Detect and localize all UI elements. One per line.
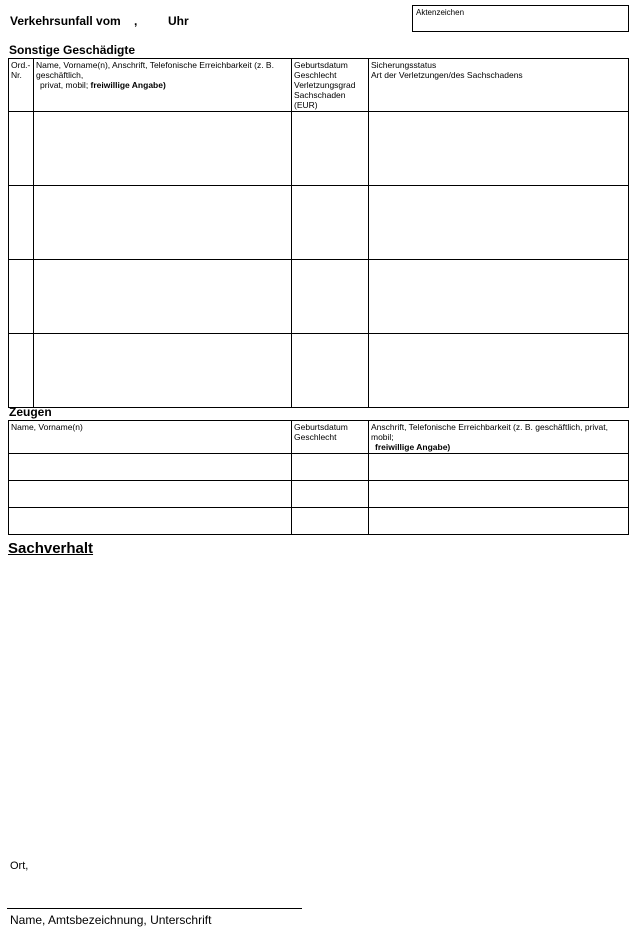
zeugen-header-row: [9, 421, 629, 454]
sonstige-r2-ord-cell[interactable]: [9, 186, 34, 260]
sonstige-header-status: [369, 59, 629, 112]
aktenzeichen-label: Aktenzeichen: [416, 8, 465, 17]
sonstige-geschaedigte-table: [8, 58, 629, 408]
title-comma: ,: [134, 14, 138, 28]
sonstige-r4-birth-cell[interactable]: [292, 334, 369, 408]
zeugen-r1-address-cell[interactable]: [369, 454, 629, 481]
sonstige-row-3: [9, 260, 629, 334]
sachverhalt-heading: Sachverhalt: [8, 540, 94, 557]
sonstige-header-ordnr: [9, 59, 34, 112]
sonstige-r4-name-cell[interactable]: [34, 334, 292, 408]
sonstige-r2-name-cell[interactable]: [34, 186, 292, 260]
sonstige-r1-ord-cell[interactable]: [9, 112, 34, 186]
sonstige-geschaedigte-heading: Sonstige Geschädigte: [9, 43, 136, 57]
ordnr-line2: Nr.: [11, 70, 22, 80]
signature-label: Name, Amtsbezeichnung, Unterschrift: [10, 913, 212, 927]
sonstige-r4-ord-cell[interactable]: [9, 334, 34, 408]
zeugen-heading: Zeugen: [9, 405, 52, 419]
birth-header-line4: Sachschaden (EUR): [294, 90, 346, 110]
sachverhalt-blank-area[interactable]: [8, 562, 628, 852]
zeugen-r1-name-cell[interactable]: [9, 454, 292, 481]
zeugen-address-line2-bold: freiwillige Angabe): [375, 442, 451, 452]
name-header-line2-bold: freiwillige Angabe): [90, 80, 166, 90]
zeugen-row-1: [9, 454, 629, 481]
sonstige-r2-status-cell[interactable]: [369, 186, 629, 260]
zeugen-address-line1: Anschrift, Telefonische Erreichbarkeit (z. B. geschäftlich, privat, mobil;: [371, 422, 608, 442]
sonstige-row-1: [9, 112, 629, 186]
sonstige-r1-status-cell[interactable]: [369, 112, 629, 186]
zeugen-birth-line1: Geburtsdatum: [294, 422, 348, 432]
zeugen-birth-line2: Geschlecht: [294, 432, 337, 442]
birth-header-line2: Geschlecht: [294, 70, 337, 80]
zeugen-r2-address-cell[interactable]: [369, 481, 629, 508]
sonstige-header-birth: [292, 59, 369, 112]
status-header-line1: Sicherungsstatus: [371, 60, 437, 70]
sonstige-r3-name-cell[interactable]: [34, 260, 292, 334]
sonstige-header-name: [34, 59, 292, 112]
sonstige-row-4: [9, 334, 629, 408]
zeugen-r3-birth-cell[interactable]: [292, 508, 369, 535]
sonstige-r3-birth-cell[interactable]: [292, 260, 369, 334]
sonstige-row-2: [9, 186, 629, 260]
zeugen-row-3: [9, 508, 629, 535]
status-header-line2: Art der Verletzungen/des Sachschadens: [371, 70, 523, 80]
form-title: Verkehrsunfall vom: [10, 14, 121, 28]
name-header-line2: [36, 80, 289, 90]
sonstige-header-row: [9, 59, 629, 112]
sonstige-r1-name-cell[interactable]: [34, 112, 292, 186]
signature-line: [7, 908, 302, 909]
ordnr-line1: Ord.-: [11, 60, 31, 70]
sonstige-r3-ord-cell[interactable]: [9, 260, 34, 334]
zeugen-r3-address-cell[interactable]: [369, 508, 629, 535]
name-header-line2-regular: privat, mobil;: [40, 80, 91, 90]
sonstige-r3-status-cell[interactable]: [369, 260, 629, 334]
sonstige-r2-birth-cell[interactable]: [292, 186, 369, 260]
zeugen-r1-birth-cell[interactable]: [292, 454, 369, 481]
title-uhr-label: Uhr: [168, 14, 189, 28]
zeugen-table: [8, 420, 629, 535]
zeugen-header-address: [369, 421, 629, 454]
zeugen-r3-name-cell[interactable]: [9, 508, 292, 535]
zeugen-r2-birth-cell[interactable]: [292, 481, 369, 508]
birth-header-line1: Geburtsdatum: [294, 60, 348, 70]
aktenzeichen-box[interactable]: [412, 5, 629, 32]
zeugen-header-birth: [292, 421, 369, 454]
sonstige-r4-status-cell[interactable]: [369, 334, 629, 408]
zeugen-row-2: [9, 481, 629, 508]
ort-label: Ort,: [10, 860, 29, 872]
name-header-line1: Name, Vorname(n), Anschrift, Telefonische Erreichbarkeit (z. B. geschäftlich,: [36, 60, 274, 80]
zeugen-header-name: Name, Vorname(n): [9, 421, 292, 454]
sonstige-r1-birth-cell[interactable]: [292, 112, 369, 186]
birth-header-line3: Verletzungsgrad: [294, 80, 356, 90]
zeugen-r2-name-cell[interactable]: [9, 481, 292, 508]
